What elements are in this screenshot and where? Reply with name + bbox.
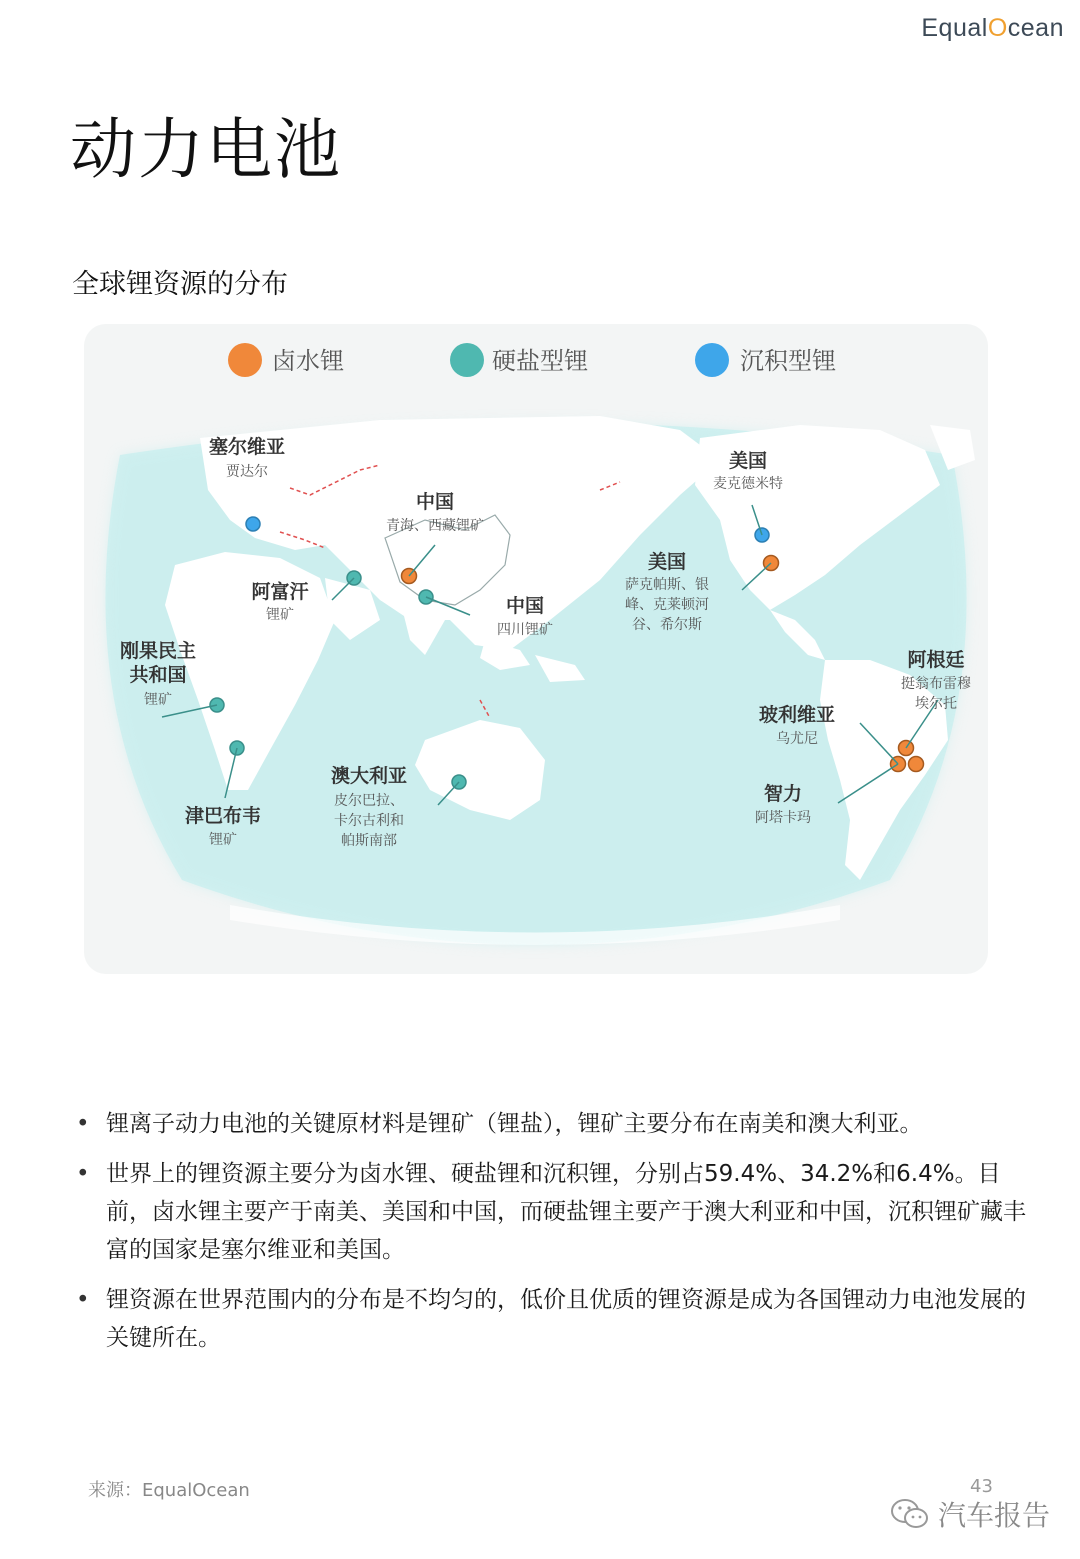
- svg-text:津巴布韦: 津巴布韦: [184, 805, 262, 827]
- marker-serbia: [246, 517, 260, 531]
- map-legend: [228, 343, 836, 377]
- bullet-item: • 锂资源在世界范围内的分布是不均匀的，低价且优质的锂资源是成为各国锂动力电池发展的关键所在。: [70, 1281, 1030, 1357]
- svg-text:卡尔古利和: 卡尔古利和: [334, 813, 404, 829]
- brine-swatch-icon: [228, 343, 262, 377]
- watermark-text: 汽车报告: [938, 1499, 1051, 1532]
- svg-text:塞尔维亚: 塞尔维亚: [208, 436, 286, 458]
- hard-rock-swatch-icon: [450, 343, 484, 377]
- bullet-item: • 锂离子动力电池的关键原材料是锂矿（锂盐），锂矿主要分布在南美和澳大利亚。: [70, 1105, 1030, 1143]
- svg-text:帕斯南部: 帕斯南部: [341, 833, 397, 849]
- svg-text:共和国: 共和国: [129, 664, 187, 686]
- svg-text:阿根廷: 阿根廷: [907, 649, 965, 671]
- page-title: 动力电池: [70, 111, 342, 188]
- svg-text:四川锂矿: 四川锂矿: [497, 622, 553, 638]
- svg-text:中国: 中国: [415, 491, 455, 513]
- svg-text:智力: 智力: [763, 783, 803, 805]
- svg-text:谷、希尔斯: 谷、希尔斯: [632, 617, 702, 633]
- svg-text:贾达尔: 贾达尔: [226, 464, 268, 480]
- source-note: 来源：EqualOcean: [88, 1480, 250, 1501]
- svg-text:卤水锂: 卤水锂: [272, 347, 344, 375]
- lithium-distribution-map: [80, 320, 992, 980]
- sedimentary-swatch-icon: [695, 343, 729, 377]
- svg-text:美国: 美国: [647, 551, 687, 573]
- legend-item-hard-rock: [450, 343, 588, 377]
- world-map-svg: [80, 320, 992, 980]
- svg-text:青海、西藏锂矿: 青海、西藏锂矿: [386, 518, 484, 534]
- svg-text:刚果民主: 刚果民主: [119, 640, 197, 662]
- svg-text:阿富汗: 阿富汗: [251, 581, 309, 603]
- svg-text:锂矿: 锂矿: [144, 692, 172, 708]
- svg-text:麦克德米特: 麦克德米特: [713, 476, 783, 492]
- legend-item-sedimentary: [695, 343, 836, 377]
- svg-text:乌尤尼: 乌尤尼: [776, 731, 818, 747]
- wechat-watermark: [890, 1494, 1050, 1534]
- svg-text:硬盐型锂: 硬盐型锂: [492, 347, 588, 375]
- svg-text:阿塔卡玛: 阿塔卡玛: [755, 810, 811, 826]
- section-title: 全球锂资源的分布: [72, 269, 288, 300]
- svg-text:萨克帕斯、银: 萨克帕斯、银: [625, 577, 709, 593]
- bullet-item: • 世界上的锂资源主要分为卤水锂、硬盐锂和沉积锂，分别占59.4%、34.2%和6.4%。目前，卤水锂主要产于南美、美国和中国，而硬盐锂主要产于澳大利亚和中国，沉积锂矿藏丰富的国家是塞尔维亚和美国。: [70, 1155, 1030, 1269]
- label-australia: [331, 764, 407, 849]
- svg-text:埃尔托: 埃尔托: [915, 696, 957, 712]
- legend-item-brine: [228, 343, 344, 377]
- marker-chile: [909, 757, 924, 772]
- svg-text:玻利维亚: 玻利维亚: [758, 704, 836, 726]
- svg-text:美国: 美国: [728, 450, 768, 472]
- svg-text:锂矿: 锂矿: [266, 607, 294, 623]
- bullet-list: [70, 1105, 1030, 1369]
- page-number: 43: [970, 1476, 993, 1497]
- svg-text:澳大利亚: 澳大利亚: [330, 765, 408, 787]
- equalocean-logo: EqualOcean: [921, 14, 1064, 42]
- svg-text:锂矿: 锂矿: [209, 832, 237, 848]
- svg-text:中国: 中国: [505, 595, 545, 617]
- svg-text:峰、克莱顿河: 峰、克莱顿河: [625, 597, 709, 613]
- svg-text:皮尔巴拉、: 皮尔巴拉、: [334, 793, 404, 809]
- svg-text:沉积型锂: 沉积型锂: [740, 347, 836, 375]
- svg-text:挺翁布雷穆: 挺翁布雷穆: [901, 676, 971, 692]
- wechat-icon: [890, 1497, 930, 1531]
